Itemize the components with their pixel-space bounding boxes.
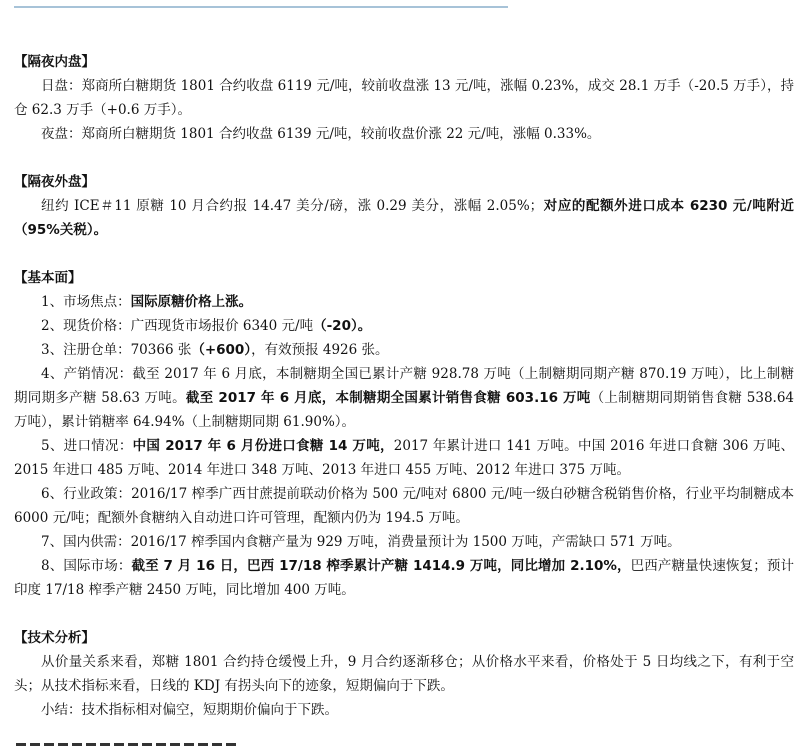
technical-analysis-text: 从价量关系来看，郑糖 1801 合约持仓缓慢上升，9 月合约逐渐移仓；从价格水平来看，价格处于 5 日均线之下，有利于空头；从技术指标来看，日线的 KDJ 有拐头向下的迹象，短期偏向于下跌。: [14, 654, 794, 694]
spacer: [14, 602, 794, 626]
top-rule: [14, 6, 508, 8]
fundamental-item-5: [14, 434, 794, 482]
summary-text: 小结：技术指标相对偏空，短期期价偏向于下跌。: [41, 702, 338, 718]
fundamental-item-2: [14, 314, 794, 338]
sales-rest-text: （上制糖期同期销售食糖 538.64 万吨），累计销糖率 64.94%（上制糖期同期 61.90%）。: [14, 390, 795, 430]
import-cost-text: 对应的配额外进口成本 6230 元/吨附近（95%关税）。: [14, 198, 795, 238]
item-label: 5、进口情况：: [41, 438, 133, 454]
fundamental-item-3: [14, 338, 794, 362]
fundamental-item-4: [14, 362, 794, 434]
import-rest-text: 2017 年累计进口 141 万吨。中国 2016 年进口食糖 306 万吨、2015 年进口 485 万吨、2014 年进口 348 万吨、2013 年进口 455 万吨、2012 年进口 375 万吨。: [14, 438, 795, 478]
import-bold-text: 中国 2017 年 6 月份进口食糖 14 万吨，: [132, 438, 394, 454]
warehouse-receipts-change: （+600）: [191, 342, 252, 358]
item-label: 1、市场焦点：: [41, 294, 131, 310]
fundamental-item-8: [14, 554, 794, 602]
sales-bold-text: 截至 2017 年 6 月底，本制糖期全国累计销售食糖 603.16 万吨: [185, 390, 591, 406]
foreign-market-paragraph: [14, 194, 794, 242]
warehouse-receipts-text: 3、注册仓单：70366 张: [41, 342, 192, 358]
spacer: [14, 146, 794, 170]
market-focus-text: 国际原糖价格上涨。: [130, 294, 253, 310]
day-session-text: 日盘：郑商所白糖期货 1801 合约收盘 6119 元/吨，较前收盘涨 13 元/吨，涨幅 0.23%，成交 28.1 万手（-20.5 万手），持仓 62.3 万手（+0.6 万手）。: [14, 78, 794, 118]
spot-price-text: 2、现货价格：广西现货市场报价 6340 元/吨: [41, 318, 314, 334]
document-body: [14, 50, 794, 722]
section-heading-fundamentals: 【基本面】: [14, 270, 82, 286]
fundamental-item-1: [14, 290, 794, 314]
production-text: 4、产销情况：截至 2017 年 6 月底，本制糖期全国已累计产糖 928.78 万吨（上制糖期同期产糖 870.19 万吨），比上制糖期同期多产糖 58.63 万吨。: [14, 366, 794, 406]
ice-quote-text: 纽约 ICE＃11 原糖 10 月合约报 14.47 美分/磅，涨 0.29 美分，涨幅 2.05%；: [41, 198, 544, 214]
international-rest-text: 巴西产糖量快速恢复；预计印度 17/18 榨季产糖 2450 万吨，同比增加 400 万吨。: [14, 558, 794, 598]
section-heading-technical: 【技术分析】: [14, 630, 95, 646]
forecast-receipts-text: ，有效预报 4926 张。: [251, 342, 389, 358]
item-label: 8、国际市场：: [41, 558, 132, 574]
fundamental-item-6: 6、行业政策：2016/17 榨季广西甘蔗提前联动价格为 500 元/吨对 6800 元/吨一级白砂糖含税销售价格，行业平均制糖成本 6000 元/吨；配额外食糖纳入自动进口许可管理，配额内仍为 194.5 万吨。: [14, 486, 794, 526]
brazil-bold-text: 截至 7 月 16 日，巴西 17/18 榨季累计产糖 1414.9 万吨，同比增加 2.10%，: [131, 558, 631, 574]
section-heading-overnight-domestic: 【隔夜内盘】: [14, 54, 95, 70]
night-session-text: 夜盘：郑商所白糖期货 1801 合约收盘 6139 元/吨，较前收盘价涨 22 元/吨，涨幅 0.33%。: [41, 126, 601, 142]
fundamental-item-7: 7、国内供需：2016/17 榨季国内食糖产量为 929 万吨，消费量预计为 1500 万吨，产需缺口 571 万吨。: [41, 534, 681, 550]
spacer: [14, 242, 794, 266]
section-heading-overnight-foreign: 【隔夜外盘】: [14, 174, 95, 190]
spot-price-change: （-20）。: [313, 318, 372, 334]
cut-off-text-line: [16, 743, 236, 746]
